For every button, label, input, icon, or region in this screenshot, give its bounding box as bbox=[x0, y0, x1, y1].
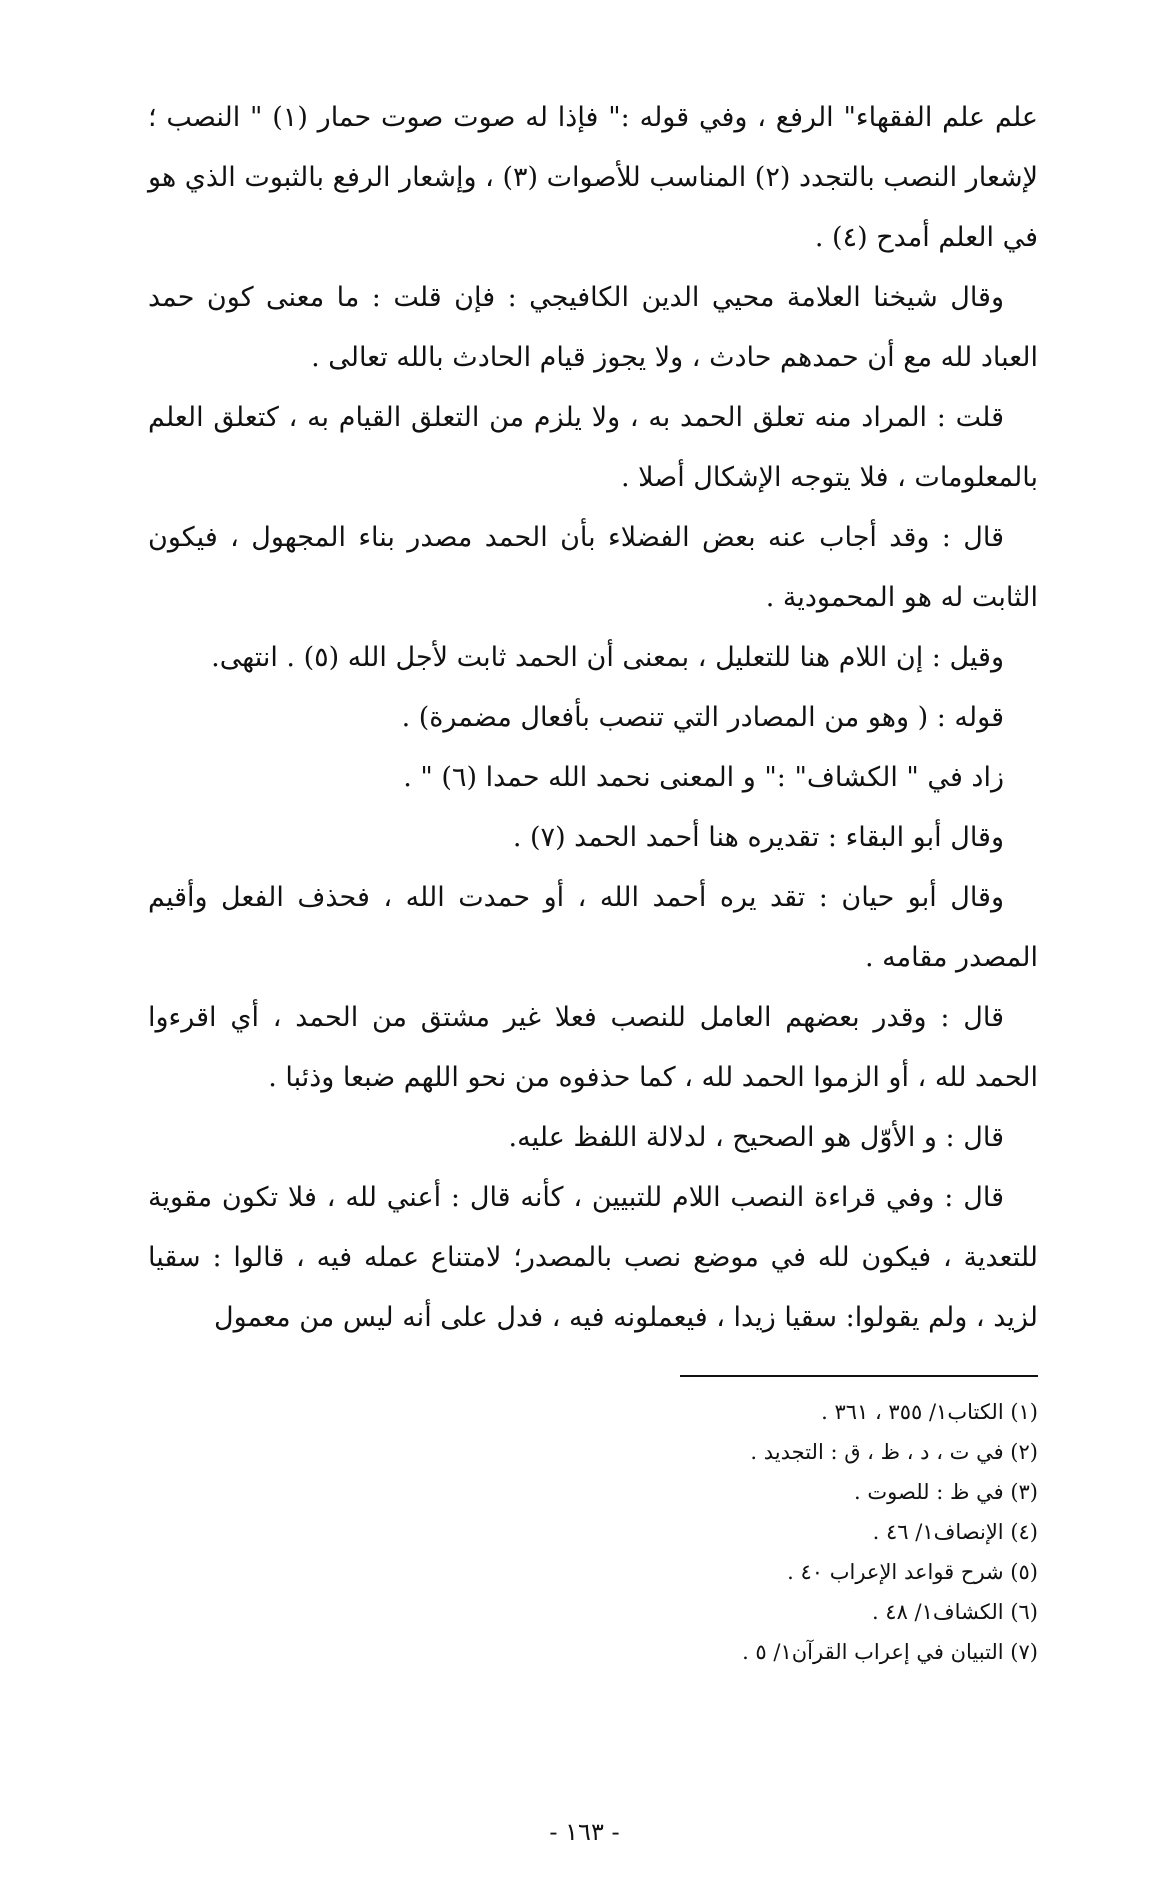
paragraph-2: وقال شيخنا العلامة محيي الدين الكافيجي : فإن قلت : ما معنى كون حمد العباد لله مع أن حمدهم حادث ، ولا يجوز قيام الحادث بالله تعالى . bbox=[148, 282, 1038, 373]
page-number: - ١٦٣ - bbox=[549, 1818, 620, 1846]
footnote-3: (٣) في ظ : للصوت . bbox=[854, 1480, 1038, 1504]
footnote-4: (٤) الإنصاف١/ ٤٦ . bbox=[872, 1520, 1038, 1544]
paragraph-4: قال : وقد أجاب عنه بعض الفضلاء بأن الحمد مصدر بناء المجهول ، فيكون الثابت له هو المحمودية . bbox=[148, 522, 1038, 613]
main-text bbox=[148, 88, 1038, 1348]
paragraph-3: قلت : المراد منه تعلق الحمد به ، ولا يلزم من التعلق القيام به ، كتعلق العلم بالمعلومات ، فلا يتوجه الإشكال أصلا . bbox=[148, 402, 1038, 493]
footnote-5: (٥) شرح قواعد الإعراب ٤٠ . bbox=[787, 1560, 1038, 1584]
footnote-separator bbox=[680, 1375, 1038, 1377]
footnote-7: (٧) التبيان في إعراب القرآن١/ ٥ . bbox=[742, 1640, 1038, 1664]
paragraph-6: قوله : ( وهو من المصادر التي تنصب بأفعال مضمرة) . bbox=[401, 702, 1004, 733]
paragraph-7: زاد في " الكشاف" :" و المعنى نحمد الله حمدا (٦) " . bbox=[403, 762, 1004, 793]
paragraph-9: وقال أبو حيان : تقد يره أحمد الله ، أو حمدت الله ، فحذف الفعل وأقيم المصدر مقامه . bbox=[148, 882, 1038, 973]
paragraph-12: قال : وفي قراءة النصب اللام للتبيين ، كأنه قال : أعني لله ، فلا تكون مقوية للتعدية ، فيكون لله في موضع نصب بالمصدر؛ لامتناع عمله فيه ، قالوا : سقيا لزيد ، ولم يقولوا: سقيا زيدا ، فيعملونه فيه ، فدل على أنه ليس من معمول bbox=[148, 1182, 1038, 1333]
paragraph-1: علم علم الفقهاء" الرفع ، وفي قوله :" فإذا له صوت صوت حمار (١) " النصب ؛ لإشعار النصب بالتجدد (٢) المناسب للأصوات (٣) ، وإشعار الرفع بالثبوت الذي هو في العلم أمدح (٤) . bbox=[148, 102, 1038, 253]
paragraph-5: وقيل : إن اللام هنا للتعليل ، بمعنى أن الحمد ثابت لأجل الله (٥) . انتهى. bbox=[211, 642, 1004, 673]
paragraph-8: وقال أبو البقاء : تقديره هنا أحمد الحمد (٧) . bbox=[512, 822, 1004, 853]
footnote-6: (٦) الكشاف١/ ٤٨ . bbox=[871, 1600, 1038, 1624]
footnotes bbox=[600, 1392, 1038, 1672]
footnote-1: (١) الكتاب١/ ٣٥٥ ، ٣٦١ . bbox=[821, 1400, 1038, 1424]
paragraph-10: قال : وقدر بعضهم العامل للنصب فعلا غير مشتق من الحمد ، أي اقرءوا الحمد لله ، أو الزموا الحمد لله ، كما حذفوه من نحو اللهم ضبعا وذئبا . bbox=[148, 1002, 1038, 1093]
footnote-2: (٢) في ت ، د ، ظ ، ق : التجديد . bbox=[750, 1440, 1038, 1464]
paragraph-11: قال : و الأوّل هو الصحيح ، لدلالة اللفظ عليه. bbox=[508, 1122, 1004, 1153]
